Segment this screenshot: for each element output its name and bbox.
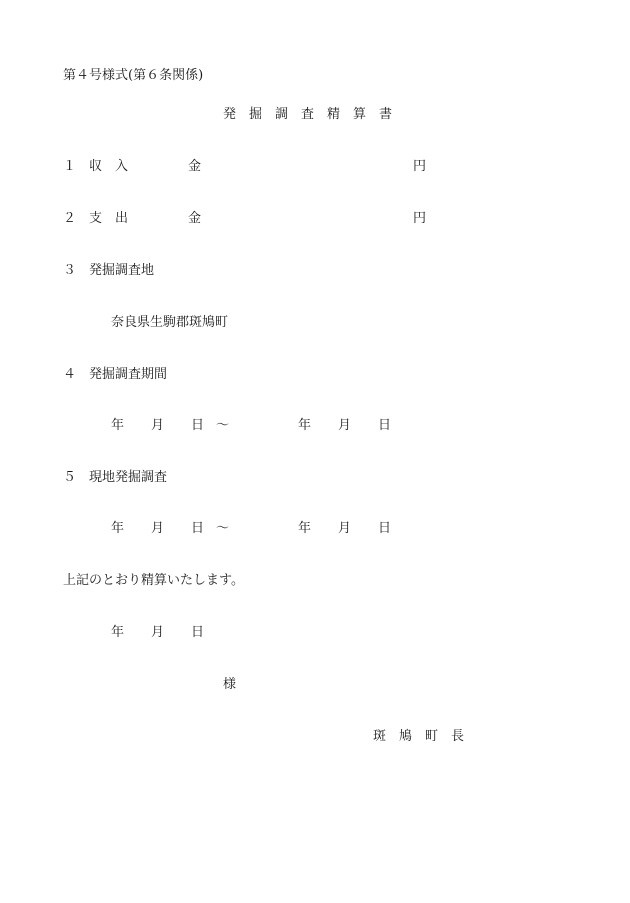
field-to-day: 日 <box>378 521 392 536</box>
field-to-month: 月 <box>338 521 352 536</box>
field-to-year: 年 <box>298 521 312 536</box>
income-kin: 金 <box>188 159 202 174</box>
field-tilde: ～ <box>216 521 230 536</box>
period-label: ４ 発掘調査期間 <box>63 367 168 382</box>
form-number: 第４号様式(第６条関係) <box>63 68 204 83</box>
field-from-month: 月 <box>151 521 165 536</box>
income-en: 円 <box>413 159 427 174</box>
expense-label: ２ 支 出 <box>63 211 129 226</box>
period-from-year: 年 <box>111 418 125 433</box>
signer: 斑 鳩 町 長 <box>373 729 465 744</box>
site-label: ３ 発掘調査地 <box>63 263 155 278</box>
submit-month: 月 <box>151 625 165 640</box>
period-to-year: 年 <box>298 418 312 433</box>
period-tilde: ～ <box>216 418 230 433</box>
statement: 上記のとおり精算いたします。 <box>63 573 244 588</box>
site-value: 奈良県生駒郡斑鳩町 <box>111 315 229 330</box>
submit-year: 年 <box>111 625 125 640</box>
period-from-day: 日 <box>191 418 205 433</box>
period-to-month: 月 <box>338 418 352 433</box>
document-title: 発 掘 調 査 精 算 書 <box>223 107 393 122</box>
expense-en: 円 <box>413 211 427 226</box>
field-from-day: 日 <box>191 521 205 536</box>
period-from-month: 月 <box>151 418 165 433</box>
submit-day: 日 <box>191 625 205 640</box>
expense-kin: 金 <box>188 211 202 226</box>
period-to-day: 日 <box>378 418 392 433</box>
field-survey-label: ５ 現地発掘調査 <box>63 470 168 485</box>
income-label: １ 収 入 <box>63 159 129 174</box>
field-from-year: 年 <box>111 521 125 536</box>
addressee-suffix: 様 <box>223 677 237 692</box>
